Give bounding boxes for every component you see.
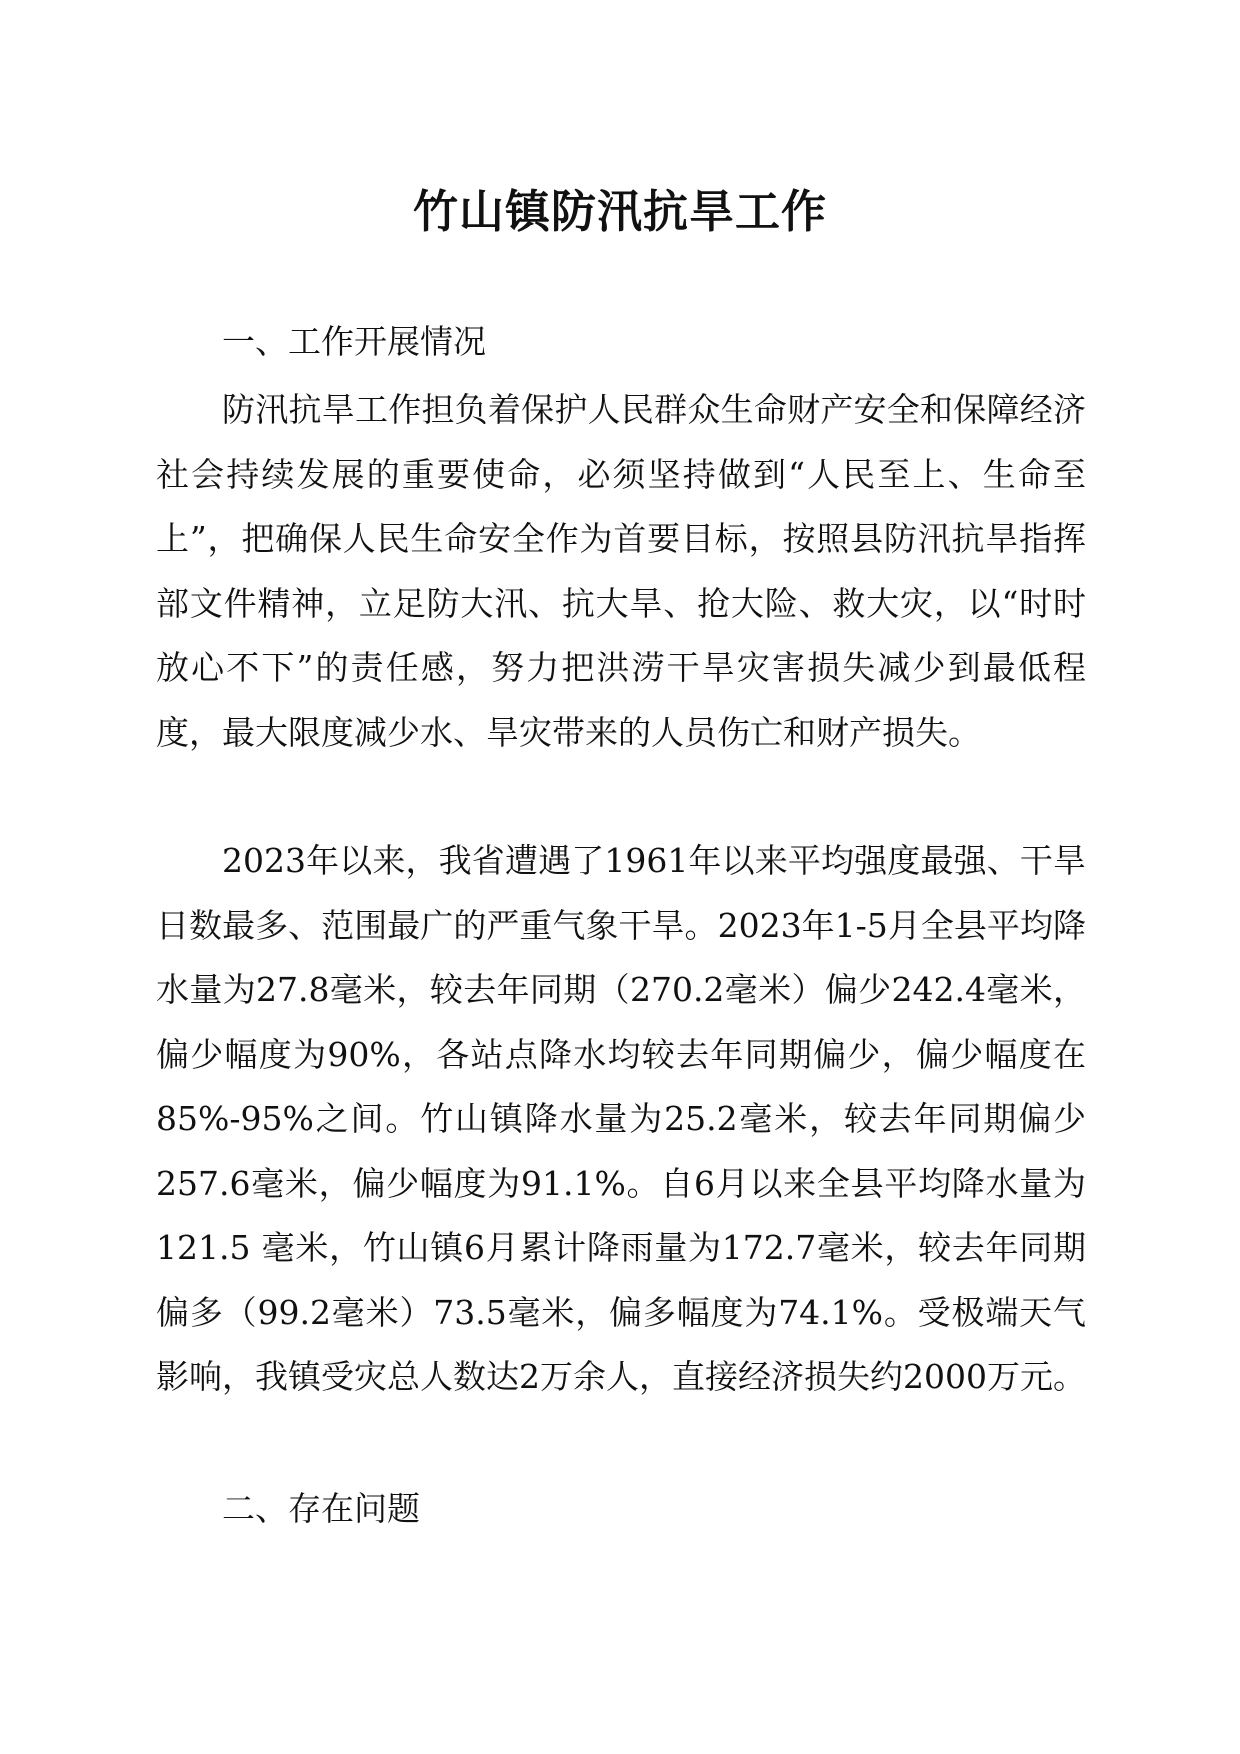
paragraph-flood-drought-mission: 防汛抗旱工作担负着保护人民群众生命财产安全和保障经济社会持续发展的重要使命，必须坚持做到“人民至上、生命至上”，把确保人民生命安全作为首要目标，按照县防汛抗旱指挥部文件精神，立足防大汛、抗大旱、抢大险、救大灾，以“时时放心不下”的责任感，努力把洪涝干旱灾害损失减少到最低程度，最大限度减少水、旱灾带来的人员伤亡和财产损失。 (156, 390, 1086, 752)
paragraph-rainfall-statistics: 2023年以来，我省遭遇了1961年以来平均强度最强、干旱日数最多、范围最广的严重气象干旱。2023年1-5月全县平均降水量为27.8毫米，较去年同期（270.2毫米）偏少242.4毫米，偏少幅度为90%，各站点降水均较去年同期偏少，偏少幅度在85%-95%之间。竹山镇降水量为25.2毫米，较去年同期偏少257.6毫米，偏少幅度为91.1%。自6月以来全县平均降水量为121.5 毫米，竹山镇6月累计降雨量为172.7毫米，较去年同期偏多（99.2毫米）73.5毫米，偏多幅度为74.1%。受极端天气影响，我镇受灾总人数达2万余人，直接经济损失约2000万元。 (156, 841, 1086, 1396)
document-title: 竹山镇防汛抗旱工作 (412, 185, 827, 238)
section-heading-existing-problems: 二、存在问题 (222, 1489, 420, 1528)
section-heading-work-progress: 一、工作开展情况 (222, 322, 486, 361)
